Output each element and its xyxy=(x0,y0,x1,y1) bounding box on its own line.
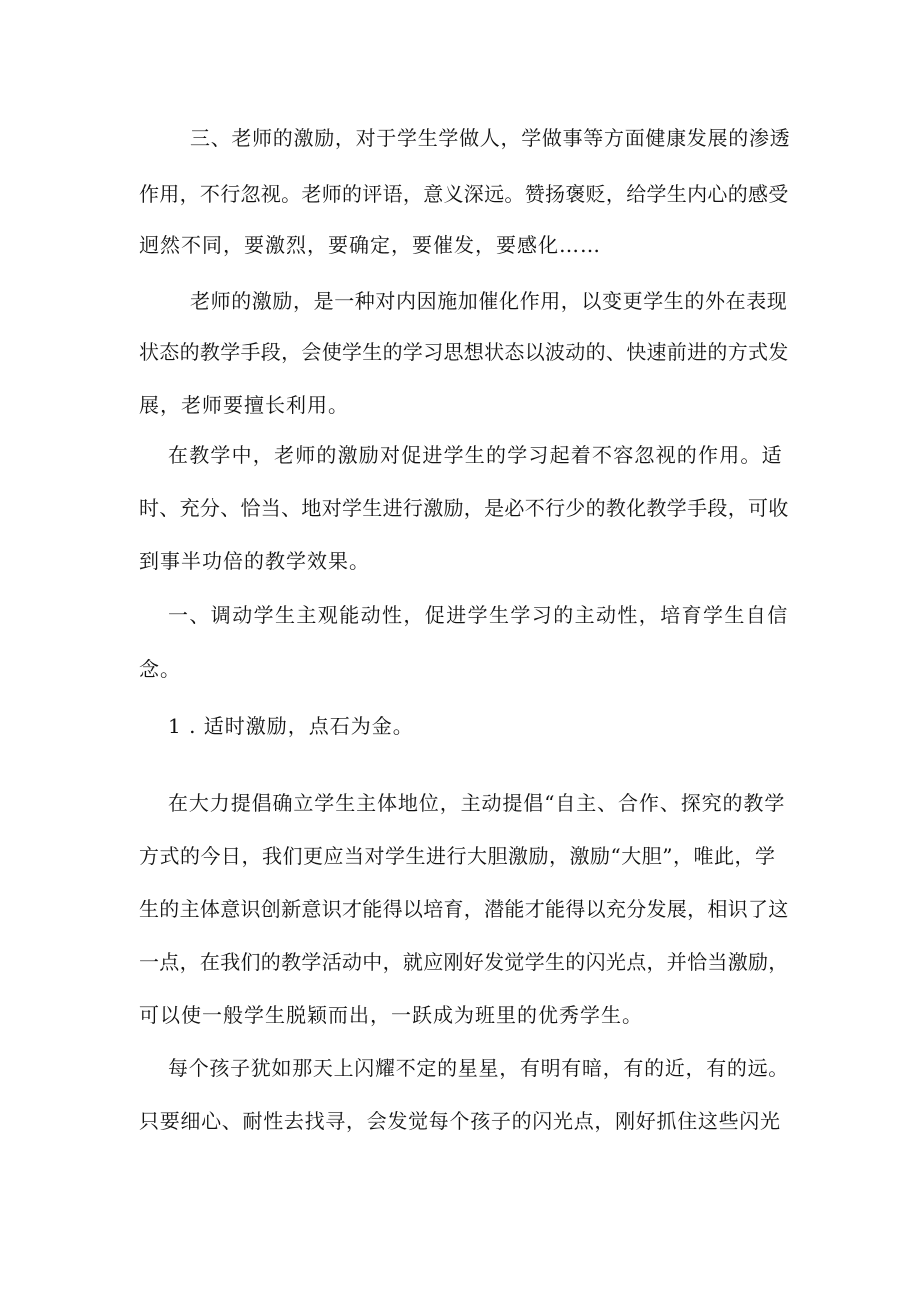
paragraph-6-line-3: 生的主体意识创新意识才能得以培育，潜能才能得以充分发展，相识了这 xyxy=(139,897,789,921)
paragraph-3-line-1: 在教学中，老师的激励对促进学生的学习起着不容忽视的作用。适 xyxy=(168,443,783,467)
paragraph-7-line-1: 每个孩子犹如那天上闪耀不定的星星，有明有暗，有的近，有的远。 xyxy=(168,1056,789,1080)
numbered-heading: 1 . 适时激励，点石为金。 xyxy=(168,714,414,738)
paragraph-3-line-3: 到事半功倍的教学效果。 xyxy=(139,549,370,573)
paragraph-4-line-1: 一、调动学生主观能动性，促进学生学习的主动性，培育学生自信 xyxy=(168,603,789,627)
paragraph-2-line-2: 状态的教学手段，会使学生的学习思想状态以波动的、快速前进的方式发 xyxy=(139,340,789,364)
paragraph-6-line-5: 可以使一般学生脱颖而出，一跃成为班里的优秀学生。 xyxy=(139,1003,643,1027)
paragraph-6-line-2: 方式的今日，我们更应当对学生进行大胆激励，激励“大胆”，唯此，学 xyxy=(139,844,776,868)
paragraph-1-line-1: 三、老师的激励，对于学生学做人，学做事等方面健康发展的渗透 xyxy=(190,126,791,150)
paragraph-3-line-2: 时、充分、恰当、地对学生进行激励，是必不行少的教化教学手段，可收 xyxy=(139,496,789,520)
paragraph-2-line-3: 展，老师要擅长利用。 xyxy=(139,393,349,417)
paragraph-1-line-2: 作用，不行忽视。老师的评语，意义深远。赞扬褒贬，给学生内心的感受 xyxy=(139,182,789,206)
paragraph-2-line-1: 老师的激励，是一种对内因施加催化作用，以变更学生的外在表现 xyxy=(190,289,788,313)
paragraph-6-line-1: 在大力提倡确立学生主体地位，主动提倡“自主、合作、探究的教学 xyxy=(168,791,786,815)
paragraph-1-line-3: 迥然不同，要激烈，要确定，要催发，要感化…… xyxy=(139,233,601,257)
paragraph-7-line-2: 只要细心、耐性去找寻，会发觉每个孩子的闪光点，刚好抓住这些闪光 xyxy=(139,1109,781,1133)
paragraph-4-line-2: 念。 xyxy=(139,657,181,681)
paragraph-6-line-4: 一点，在我们的教学活动中，就应刚好发觉学生的闪光点，并恰当激励， xyxy=(139,950,789,974)
